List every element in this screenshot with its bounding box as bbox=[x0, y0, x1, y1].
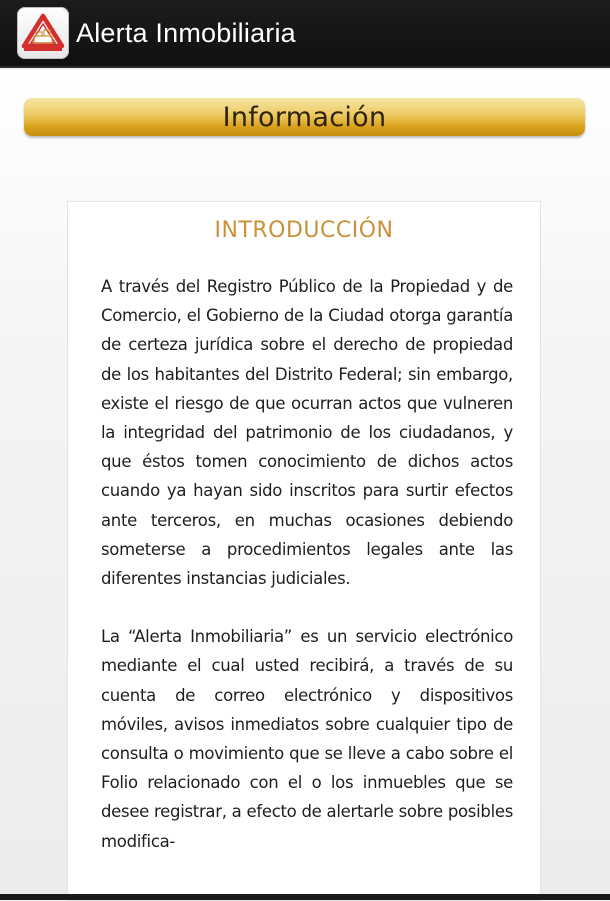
building-logo-icon bbox=[20, 10, 66, 56]
intro-body bbox=[101, 272, 513, 885]
section-title: Información bbox=[222, 101, 387, 133]
app-title: Alerta Inmobiliaria bbox=[76, 18, 296, 48]
section-header bbox=[24, 98, 585, 136]
app-logo[interactable] bbox=[17, 7, 69, 59]
info-card[interactable] bbox=[67, 201, 541, 901]
action-bar bbox=[0, 0, 610, 68]
bottom-divider bbox=[0, 894, 610, 900]
intro-paragraph: A través del Registro Público de la Propiedad y de Comercio, el Gobierno de la Ciudad otorga garantía de certeza jurídica sobre el derecho de propiedad de los habitantes del Distrito Federal; sin embargo, existe el riesgo de que ocurran actos que vulneren la integridad del patrimonio de los ciudadanos, y que éstos tomen conocimiento de dichos actos cuando ya hayan sido inscritos para surtir efectos ante terceros, en muchas ocasiones debiendo someterse a procedimientos legales ante las diferentes instancias judiciales. bbox=[101, 277, 513, 589]
intro-heading: INTRODUCCIÓN bbox=[214, 218, 394, 243]
main-content[interactable] bbox=[0, 70, 610, 894]
intro-paragraph: La “Alerta Inmobiliaria” es un servicio electrónico mediante el cual usted recibirá, a través de su cuenta de correo electrónico y dispositivos móviles, avisos inmediatos sobre cualquier tipo de consulta o movimiento que se lleve a cabo sobre el Folio relacionado con el o los inmuebles que se desee registrar, a efecto de alertarle sobre posibles modifica- bbox=[101, 627, 513, 851]
